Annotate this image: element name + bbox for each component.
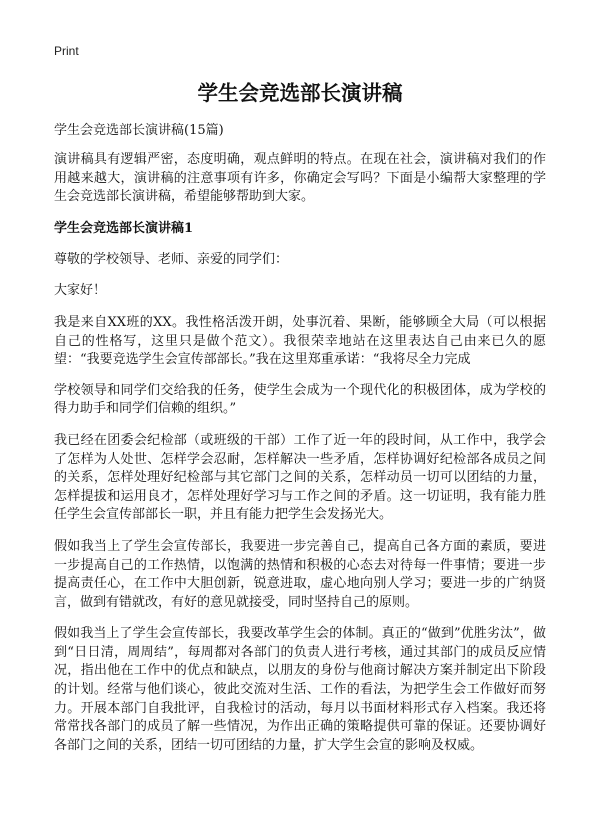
intro-paragraph: 演讲稿具有逻辑严密，态度明确，观点鲜明的特点。在现在社会，演讲稿对我们的作用越来越大，演讲稿的注意事项有许多，你确定会写吗？下面是小编帮大家整理的学生会竞选部长演讲稿，希望能够帮助到大家。 <box>54 152 546 205</box>
section-heading: 学生会竞选部长演讲稿1 <box>54 220 194 236</box>
body-paragraph: 我是来自XX班的XX。我性格活泼开朗，处事沉着、果断，能够顾全大局（可以根据自己的性格写，这里只是做个范文）。我很荣幸地站在这里表达自己由来已久的愿望：“我要竞选学生会宣传部部长。”我在这里郑重承诺：“我将尽全力完成 <box>54 314 546 368</box>
body-paragraph: 假如我当上了学生会宣传部长，我要改革学生会的体制。真正的“做到”优胜劣汰”，做到“日日清，周周结”，每周都对各部门的负责人进行考核，通过其部门的成员反应情况，指出他在工作中的优点和缺点，以朋友的身份与他商讨解决方案并制定出下阶段的计划。经常与他们谈心，彼此交流对生活、工作的看法，为把学生会工作做好而努力。开展本部门自我批评，自我检讨的活动，每月以书面材料形式存入档案。我还将常常找各部门的成员了解一些情况，为作出正确的策略提供可靠的保证。还要协调好各部门之间的关系，团结一切可团结的力量，扩大学生会宣的影响及权威。 <box>54 626 546 753</box>
document-subtitle: 学生会竞选部长演讲稿(15篇) <box>54 123 224 138</box>
salutation-paragraph: 尊敬的学校领导、老师、亲爱的同学们： <box>54 251 289 267</box>
body-paragraph: 学校领导和同学们交给我的任务，使学生会成为一个现代化的积极团体，成为学校的得力助手和同学们信赖的组织。” <box>54 382 546 417</box>
body-paragraph: 我已经在团委会纪检部（或班级的干部）工作了近一年的段时间，从工作中，我学会了怎样为人处世、怎样学会忍耐，怎样解决一些矛盾，怎样协调好纪检部各成员之间的关系，怎样处理好纪检部与其它部门之间的关系，怎样动员一切可以团结的力量，怎样提拔和运用良才，怎样处理好学习与工作之间的矛盾。这一切证明，我有能力胜任学生会宣传部部长一职，并且有能力把学生会发扬光大。 <box>54 432 546 523</box>
greeting-paragraph: 大家好！ <box>54 283 107 299</box>
body-paragraph: 假如我当上了学生会宣传部长，我要进一步完善自己，提高自己各方面的素质，要进一步提高自己的工作热情，以饱满的热情和积极的心态去对待每一件事情；要进一步提高责任心，在工作中大胆创新，锐意进取，虚心地向别人学习；要进一步的广纳贤言，做到有错就改，有好的意见就接受，同时坚持自己的原则。 <box>54 538 546 610</box>
print-link[interactable]: Print <box>54 44 79 58</box>
page-title: 学生会竞选部长演讲稿 <box>197 81 403 105</box>
